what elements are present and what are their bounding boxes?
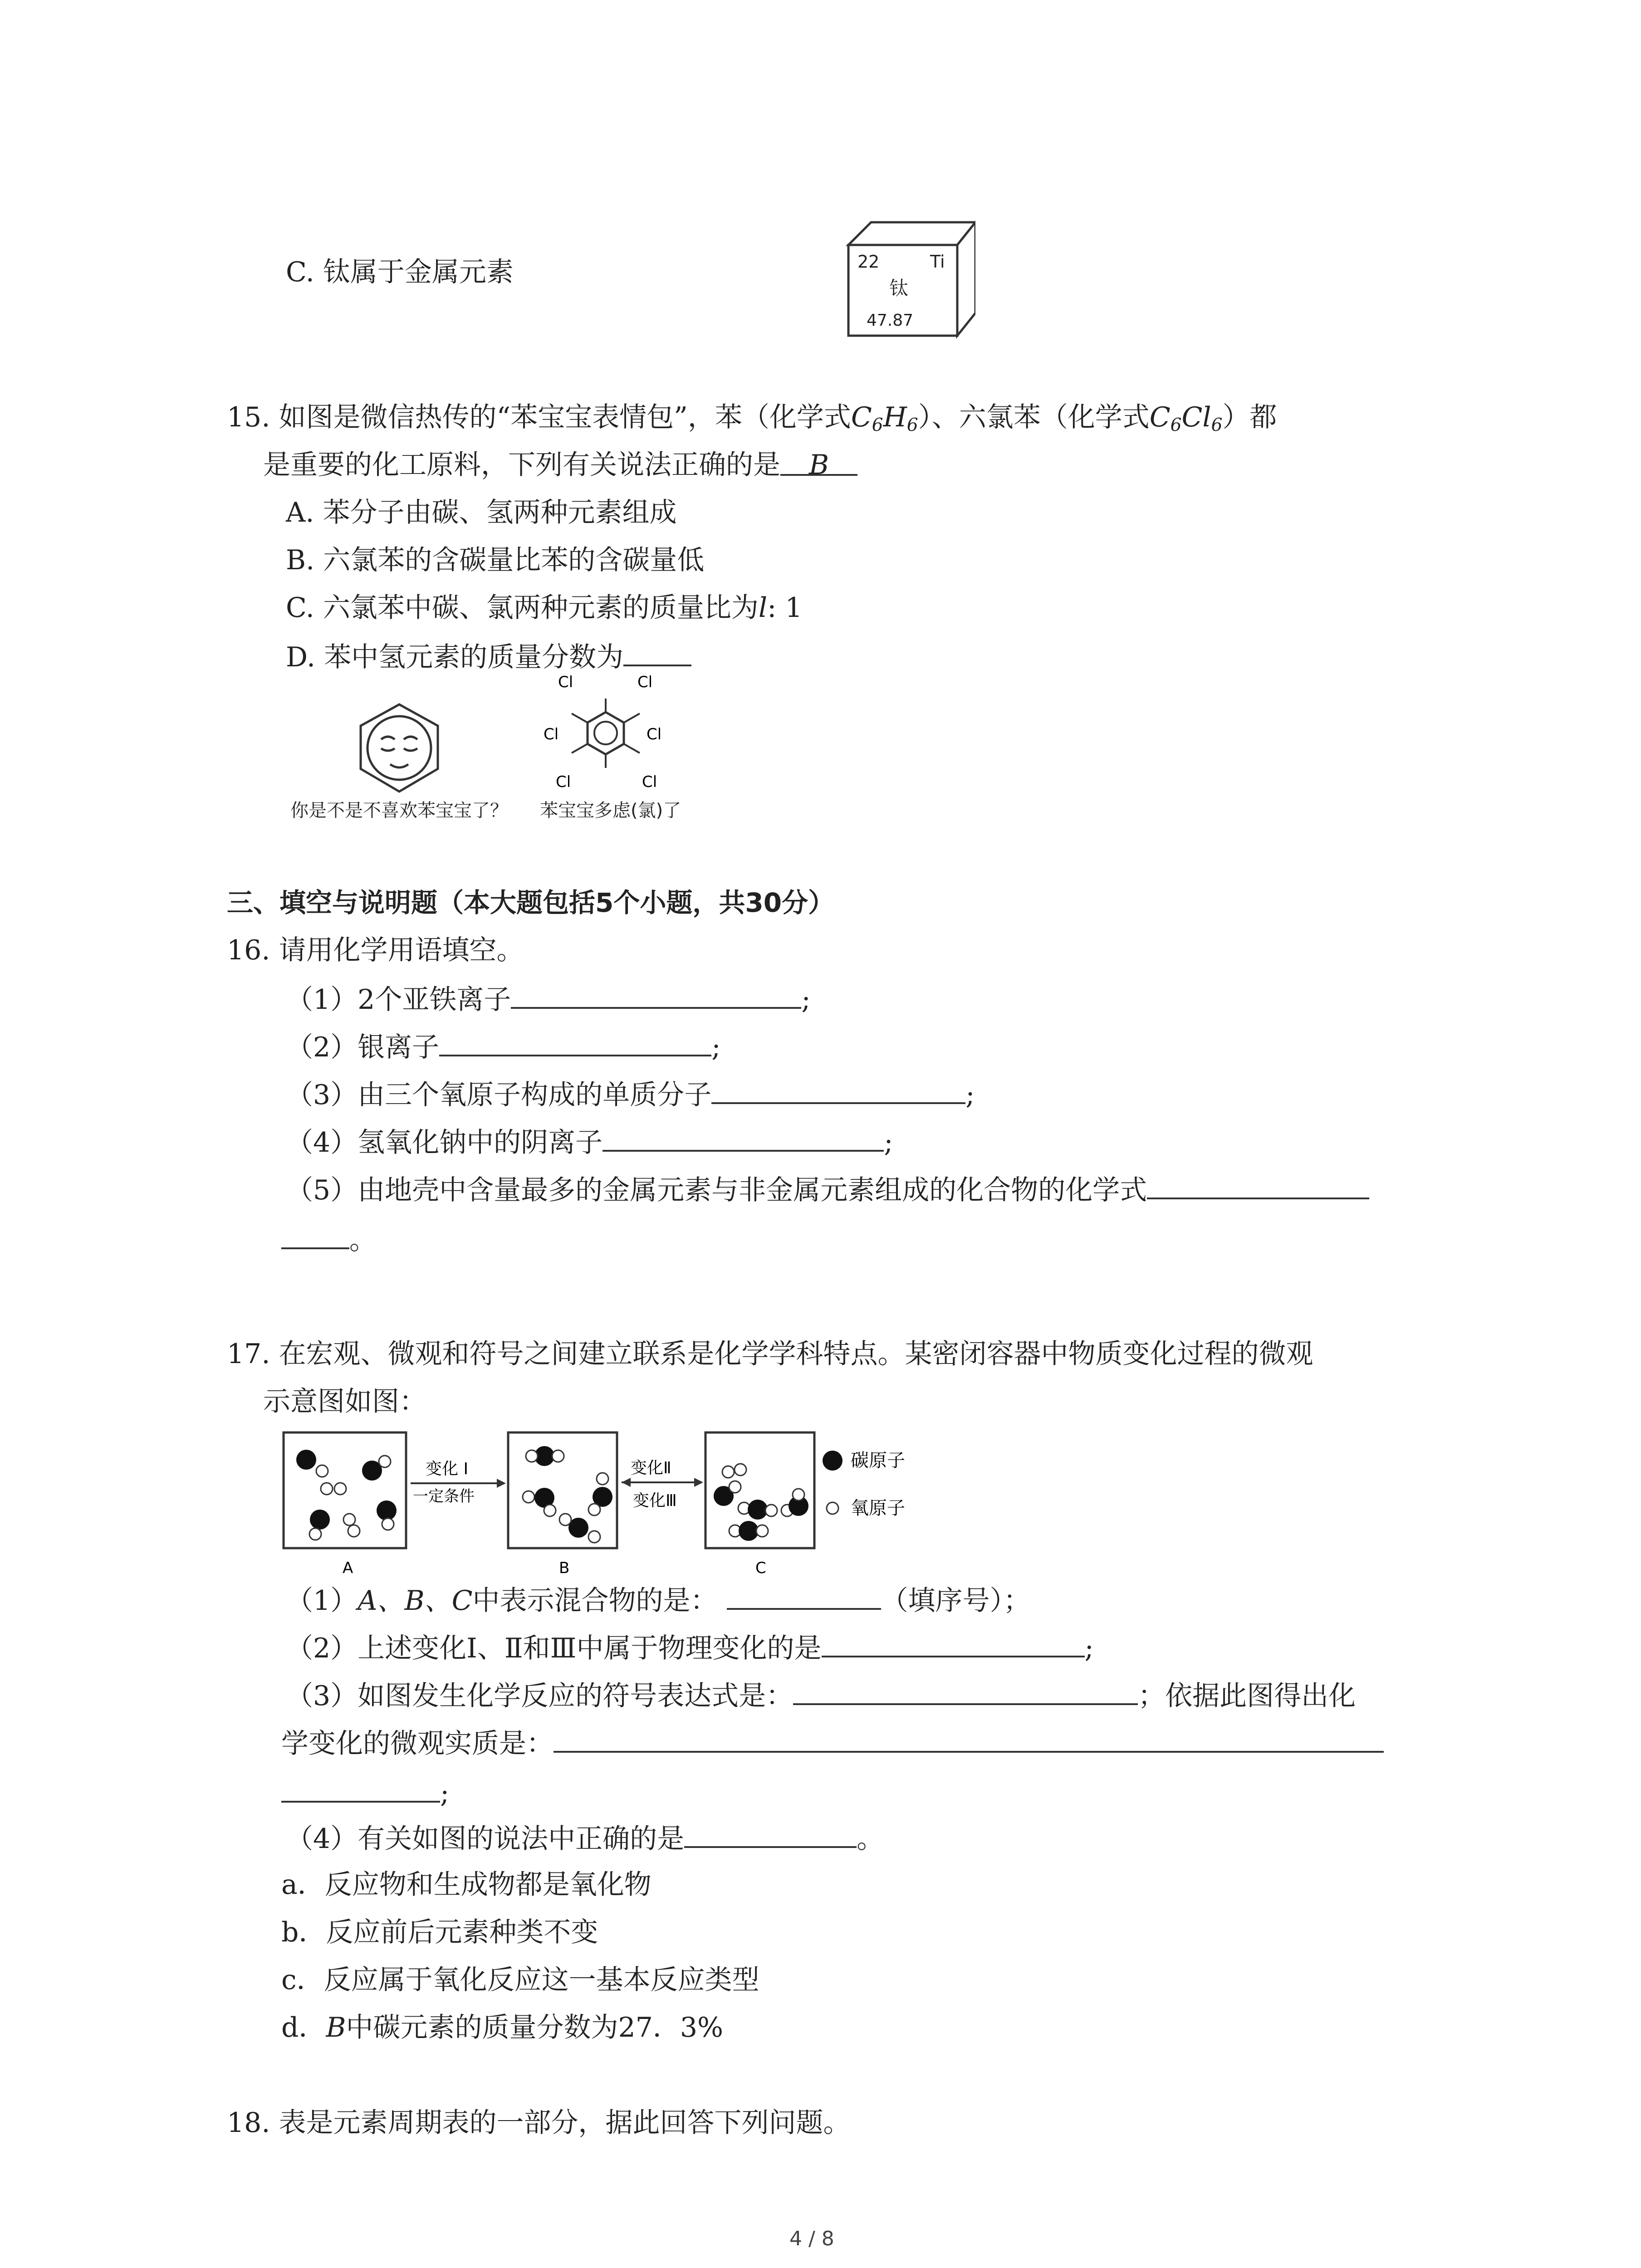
q16-item-1: （1）2个亚铁离子 ;: [286, 980, 811, 1018]
q17-blank-4[interactable]: [684, 1819, 857, 1848]
change-1-label: 变化 I: [426, 1460, 469, 1478]
q17-option-b: b．反应前后元素种类不变: [281, 1916, 598, 1948]
q17-stem-line1: 17. 在宏观、微观和符号之间建立联系是化学学科特点。某密闭容器中物质变化过程的微观: [227, 1338, 1313, 1370]
section-title: 三、填空与说明题（本大题包括5个小题，共30分）: [227, 887, 835, 918]
hexachlorobenzene-structure: [531, 671, 681, 807]
q17-part-3-cont: 学变化的微观实质是：: [281, 1724, 1384, 1762]
q15-d-blank[interactable]: [623, 637, 691, 666]
q17-stem-line2: 示意图如图：: [263, 1386, 426, 1418]
q17-part-4: （4）有关如图的说法中正确的是 。: [286, 1819, 884, 1857]
q17-blank-3b[interactable]: [554, 1724, 1384, 1753]
q16-blank-4[interactable]: [603, 1123, 884, 1152]
q17-option-a: a．反应物和生成物都是氧化物: [281, 1869, 652, 1901]
q15-option-a: A. 苯分子由碳、氢两种元素组成: [286, 497, 677, 528]
q16-blank-1[interactable]: [511, 980, 801, 1009]
q15-option-b: B. 六氯苯的含碳量比苯的含碳量低: [286, 544, 705, 576]
q17-blank-2[interactable]: [822, 1628, 1085, 1657]
svg-text:Cl: Cl: [556, 773, 571, 791]
q16-blank-5b[interactable]: [281, 1220, 349, 1249]
tile-name: 钛: [889, 277, 909, 299]
q15-option-c: C. 六氯苯中碳、氯两种元素的质量比为l: 1: [286, 592, 803, 624]
condition-label: 一定条件: [413, 1487, 475, 1505]
reaction-micro-diagram: [281, 1429, 962, 1583]
svg-text:Cl: Cl: [647, 725, 662, 743]
change-3-label: 变化Ⅲ: [633, 1491, 677, 1510]
legend-carbon-label: 碳原子: [851, 1450, 905, 1471]
q17-blank-3c[interactable]: [281, 1774, 440, 1803]
svg-text:Cl: Cl: [637, 673, 653, 691]
q16-stem: 16. 请用化学用语填空。: [227, 934, 524, 966]
legend-carbon-icon: [823, 1451, 843, 1471]
emoji-caption-2: 苯宝宝多虑(氯)了: [540, 800, 681, 821]
tile-mass: 47.87: [867, 311, 914, 330]
legend-oxygen-icon: [827, 1502, 838, 1514]
label-b: B: [559, 1559, 570, 1577]
q16-blank-5a[interactable]: [1147, 1170, 1369, 1199]
svg-text:Cl: Cl: [642, 773, 657, 791]
change-2-label: 变化Ⅱ: [631, 1459, 671, 1477]
q15-option-d: D. 苯中氢元素的质量分数为: [286, 637, 691, 675]
q17-part-2: （2）上述变化Ⅰ、Ⅱ和Ⅲ中属于物理变化的是 ;: [286, 1628, 1094, 1667]
emoji-caption-1: 你是不是不喜欢苯宝宝了？: [290, 800, 508, 821]
q16-item-5: （5）由地壳中含量最多的金属元素与非金属元素组成的化合物的化学式: [286, 1170, 1369, 1208]
q16-item-2: （2）银离子 ;: [286, 1027, 720, 1066]
label-c: C: [755, 1559, 766, 1577]
q14-option-c: C. 钛属于金属元素: [286, 256, 514, 288]
svg-text:Cl: Cl: [544, 725, 559, 743]
q16-blank-2[interactable]: [439, 1027, 711, 1056]
benzene-emoji-icon: [354, 701, 445, 796]
q16-item-4: （4）氢氧化钠中的阴离子 ;: [286, 1123, 893, 1161]
q15-stem-line1: 15. 如图是微信热传的“苯宝宝表情包”，苯（化学式$C_6H_6$）、六氯苯（化学式$C_6Cl_6$）都: [227, 401, 1277, 435]
label-a: A: [343, 1559, 353, 1577]
q17-option-d: d．B中碳元素的质量分数为27．3%: [281, 2012, 724, 2043]
tile-symbol: Ti: [930, 252, 945, 272]
titanium-element-tile: [839, 218, 975, 340]
q17-part-3-end: ;: [281, 1774, 449, 1812]
q17-blank-1[interactable]: [727, 1581, 881, 1610]
q16-blank-3[interactable]: [711, 1075, 965, 1104]
svg-text:Cl: Cl: [558, 673, 573, 691]
tile-atomic-number: 22: [857, 252, 880, 272]
q16-item-3: （3）由三个氧原子构成的单质分子 ;: [286, 1075, 975, 1113]
q18-stem: 18. 表是元素周期表的一部分，据此回答下列问题。: [227, 2107, 851, 2139]
page-number: 4 / 8: [789, 2227, 834, 2250]
legend-oxygen-label: 氧原子: [851, 1498, 905, 1519]
q15-answer-blank[interactable]: B: [780, 447, 857, 476]
q17-part-3: （3）如图发生化学反应的符号表达式是： ；依据此图得出化: [286, 1676, 1356, 1714]
q15-stem-line2: 是重要的化工原料，下列有关说法正确的是 B: [263, 447, 857, 483]
q17-option-c: c．反应属于氧化反应这一基本反应类型: [281, 1964, 759, 1996]
q17-blank-3a[interactable]: [793, 1676, 1138, 1705]
q17-part-1: （1）A、B、C中表示混合物的是： （填序号）；: [286, 1581, 1031, 1619]
q16-item-5-cont: 。: [281, 1220, 377, 1258]
